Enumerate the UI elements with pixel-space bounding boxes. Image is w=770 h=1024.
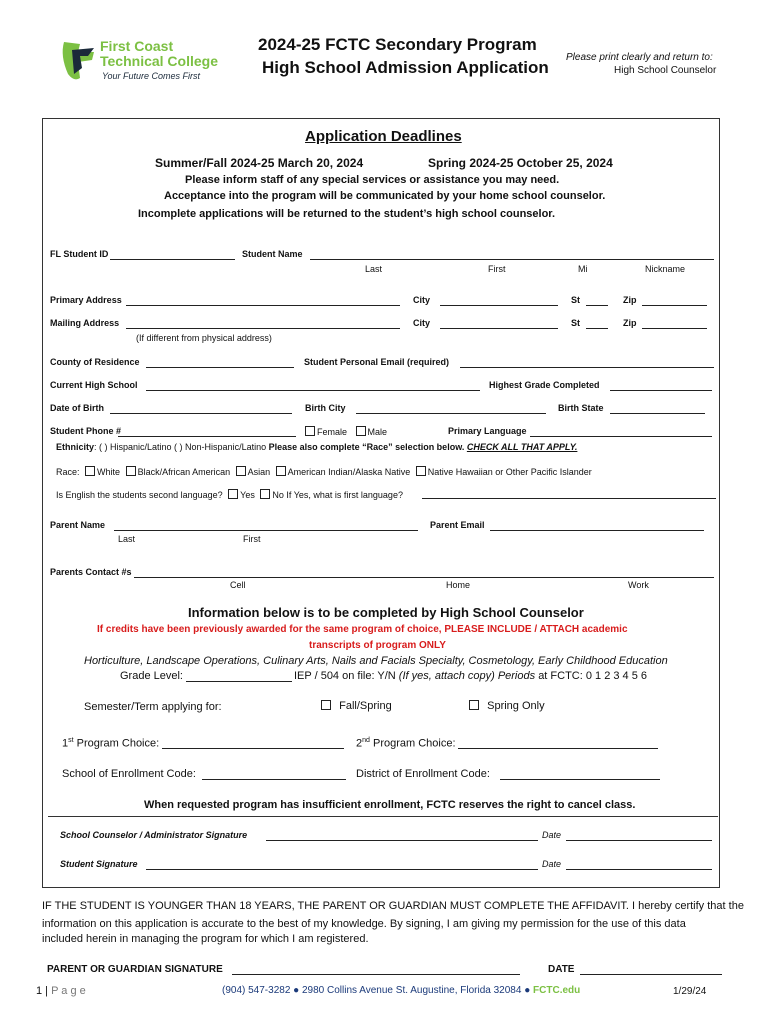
male-label: Male (367, 427, 388, 437)
english-no-label: No (272, 490, 284, 500)
ethnicity-check-all: CHECK ALL THAT APPLY. (466, 442, 578, 452)
semester-label: Semester/Term applying for: (84, 701, 222, 713)
fall-spring-option (318, 700, 392, 712)
english-question: Is English the students second language? (56, 490, 223, 500)
primary-language-label: Primary Language (448, 426, 527, 436)
english-row (56, 489, 403, 500)
female-label: Female (317, 427, 348, 437)
race-pacific-islander-label: Native Hawaiian or Other Pacific Islander (427, 467, 592, 477)
logo-mark-icon (58, 38, 104, 82)
counselor-signature-label: School Counselor / Administrator Signature (60, 830, 248, 840)
ethnicity-label: Ethnicity (56, 442, 95, 452)
primary-city-field[interactable] (440, 305, 558, 306)
parent-signature-field[interactable] (232, 974, 520, 975)
race-asian-checkbox[interactable] (236, 466, 246, 476)
student-name-label: Student Name (242, 249, 303, 259)
logo-tagline: Your Future Comes First (102, 71, 201, 81)
dob-field[interactable] (110, 413, 292, 414)
program-choice-1-label: 1st Program Choice: (62, 737, 160, 750)
english-yes-label: Yes (240, 490, 255, 500)
english-first-language: If Yes, what is first language? (286, 490, 403, 500)
grade-level-row (120, 670, 183, 682)
race-white-label: White (97, 467, 121, 477)
parent-date-field[interactable] (580, 974, 722, 975)
ethnicity-note: Please also complete “Race” selection below. (268, 442, 465, 452)
bullet-icon: ● (524, 985, 531, 996)
program-choice-2-field[interactable] (458, 748, 658, 749)
spring-deadline: Spring 2024-25 October 25, 2024 (428, 156, 613, 170)
primary-zip-field[interactable] (642, 305, 707, 306)
program-list: Horticulture, Landscape Operations, Culinary Arts, Nails and Facials Specialty, Cosmetology, Early Childhood Education (84, 655, 668, 667)
school-enroll-code-label: School of Enrollment Code: (62, 768, 196, 780)
parent-name-label: Parent Name (50, 520, 106, 530)
primary-st-label: St (571, 295, 580, 305)
summer-deadline: Summer/Fall 2024-25 March 20, 2024 (155, 156, 364, 170)
grade-level-label: Grade Level: (120, 670, 183, 682)
primary-address-field[interactable] (126, 305, 400, 306)
affidavit-line-3: included herein in managing the program for which I am registered. (42, 933, 369, 945)
female-checkbox[interactable] (305, 426, 315, 436)
ethnicity-options[interactable]: : ( ) Hispanic/Latino ( ) Non-Hispanic/Latino (94, 442, 267, 452)
logo-line2: Technical College (100, 53, 218, 69)
footer-date: 1/29/24 (673, 986, 707, 997)
race-asian-label: Asian (247, 467, 271, 477)
parent-contact-field[interactable] (134, 577, 714, 578)
primary-zip-label: Zip (623, 295, 637, 305)
primary-address-label: Primary Address (50, 295, 122, 305)
mailing-zip-label: Zip (623, 318, 637, 328)
highest-grade-field[interactable] (610, 390, 712, 391)
parent-email-label: Parent Email (430, 520, 485, 530)
fall-spring-label: Fall/Spring (339, 700, 392, 712)
iep-note: (If yes, attach copy) Periods (398, 670, 536, 682)
name-nickname-caption: Nickname (645, 264, 686, 274)
footer-phone: (904) 547-3282 (222, 985, 291, 996)
fl-student-id-label: FL Student ID (50, 249, 109, 259)
form-title-line2: High School Admission Application (262, 58, 549, 77)
form-title-line1: 2024-25 FCTC Secondary Program (258, 35, 537, 54)
student-email-label: Student Personal Email (required) (304, 357, 450, 367)
high-school-field[interactable] (146, 390, 480, 391)
affidavit-line-2: information on this application is accurate to the best of my knowledge. By signing, I am giving my permission for the use of this data (42, 918, 686, 930)
footer-website-link[interactable]: FCTC.edu (533, 985, 581, 996)
birth-city-label: Birth City (305, 403, 346, 413)
iep-label[interactable]: IEP / 504 on file: Y/N (294, 670, 396, 682)
footer-address: 2980 Collins Avenue St. Augustine, Florida 32084 (302, 985, 522, 996)
mailing-note: (If different from physical address) (136, 333, 272, 343)
name-mi-caption: Mi (578, 264, 588, 274)
race-native-american-label: American Indian/Alaska Native (287, 467, 411, 477)
parent-last-caption: Last (118, 534, 136, 544)
race-black-label: Black/African American (137, 467, 231, 477)
english-yes-checkbox[interactable] (228, 489, 238, 499)
counselor-section-heading: Information below is to be completed by High School Counselor (188, 605, 584, 620)
student-signature-field[interactable] (146, 869, 538, 870)
periods-label[interactable]: at FCTC: 0 1 2 3 4 5 6 (538, 670, 648, 682)
return-to: High School Counselor (614, 65, 717, 76)
logo-line1: First Coast (100, 38, 174, 54)
county-label: County of Residence (50, 357, 140, 367)
ethnicity-row (56, 442, 577, 452)
college-logo (58, 38, 238, 88)
enrollment-warning: When requested program has insufficient enrollment, FCTC reserves the right to cancel class. (144, 799, 636, 811)
birth-city-field[interactable] (356, 413, 546, 414)
parent-signature-label: PARENT OR GUARDIAN SIGNATURE (47, 964, 223, 975)
mailing-city-field[interactable] (440, 328, 558, 329)
bullet-icon: ● (293, 985, 300, 996)
mailing-city-label: City (413, 318, 431, 328)
student-date-label: Date (542, 859, 562, 869)
parent-email-field[interactable] (490, 530, 704, 531)
dob-label: Date of Birth (50, 403, 104, 413)
contact-home-caption: Home (446, 580, 471, 590)
program-choice-1-field[interactable] (162, 748, 344, 749)
page-number: 1 | P a g e (36, 985, 86, 997)
male-checkbox[interactable] (356, 426, 366, 436)
spring-only-checkbox[interactable] (469, 700, 479, 710)
mailing-address-label: Mailing Address (50, 318, 120, 328)
high-school-label: Current High School (50, 380, 138, 390)
primary-language-field[interactable] (530, 436, 712, 437)
signature-box (48, 816, 718, 883)
spring-only-option (466, 700, 545, 712)
parent-name-field[interactable] (114, 530, 418, 531)
grade-level-field[interactable] (186, 681, 292, 682)
deadline-note-1: Please inform staff of any special services or assistance you may need. (185, 174, 560, 186)
affidavit-line-1: IF THE STUDENT IS YOUNGER THAN 18 YEARS, THE PARENT OR GUARDIAN MUST COMPLETE THE AFFIDAVIT. I hereby certify that the (42, 900, 744, 912)
counselor-signature-field[interactable] (266, 840, 538, 841)
student-name-field[interactable] (310, 259, 714, 260)
student-date-field[interactable] (566, 869, 712, 870)
student-phone-field[interactable] (118, 436, 296, 437)
parent-contact-label: Parents Contact #s (50, 567, 132, 577)
race-white-checkbox[interactable] (85, 466, 95, 476)
county-field[interactable] (146, 367, 294, 368)
parent-date-label: DATE (548, 964, 575, 975)
race-label: Race: (56, 467, 80, 477)
district-enroll-code-field[interactable] (500, 779, 660, 780)
name-first-caption: First (488, 264, 506, 274)
deadline-note-3: Incomplete applications will be returned to the student’s high school counselor. (138, 208, 556, 220)
gender-group (302, 426, 387, 437)
birth-state-label: Birth State (558, 403, 604, 413)
english-no-checkbox[interactable] (260, 489, 270, 499)
credits-warning-1: If credits have been previously awarded for the same program of choice, PLEASE INCLUDE / ATTACH academic (97, 624, 628, 635)
deadline-note-2: Acceptance into the program will be communicated by your home school counselor. (164, 190, 606, 202)
race-native-american-checkbox[interactable] (276, 466, 286, 476)
iep-row (294, 670, 647, 682)
counselor-date-field[interactable] (566, 840, 712, 841)
student-signature-label: Student Signature (60, 859, 138, 869)
district-enroll-code-label: District of Enrollment Code: (356, 768, 490, 780)
primary-city-label: City (413, 295, 431, 305)
student-phone-label: Student Phone # (50, 426, 122, 436)
student-email-field[interactable] (460, 367, 714, 368)
fall-spring-checkbox[interactable] (321, 700, 331, 710)
spring-only-label: Spring Only (487, 700, 545, 712)
name-last-caption: Last (365, 264, 383, 274)
race-pacific-islander-checkbox[interactable] (416, 466, 426, 476)
mailing-st-field[interactable] (586, 328, 608, 329)
race-row (56, 466, 592, 477)
footer-contact (222, 985, 580, 996)
program-choice-2-label: 2nd Program Choice: (356, 737, 456, 750)
birth-state-field[interactable] (610, 413, 705, 414)
mailing-address-field[interactable] (126, 328, 400, 329)
highest-grade-label: Highest Grade Completed (489, 380, 600, 390)
contact-cell-caption: Cell (230, 580, 246, 590)
parent-first-caption: First (243, 534, 261, 544)
counselor-date-label: Date (542, 830, 562, 840)
first-language-field[interactable] (422, 498, 716, 499)
mailing-zip-field[interactable] (642, 328, 707, 329)
fl-student-id-field[interactable] (110, 259, 235, 260)
primary-st-field[interactable] (586, 305, 608, 306)
credits-warning-2: transcripts of program ONLY (309, 640, 446, 651)
return-note: Please print clearly and return to: (566, 52, 713, 63)
mailing-st-label: St (571, 318, 580, 328)
contact-work-caption: Work (628, 580, 649, 590)
race-black-checkbox[interactable] (126, 466, 136, 476)
deadlines-heading: Application Deadlines (305, 128, 462, 145)
school-enroll-code-field[interactable] (202, 779, 346, 780)
